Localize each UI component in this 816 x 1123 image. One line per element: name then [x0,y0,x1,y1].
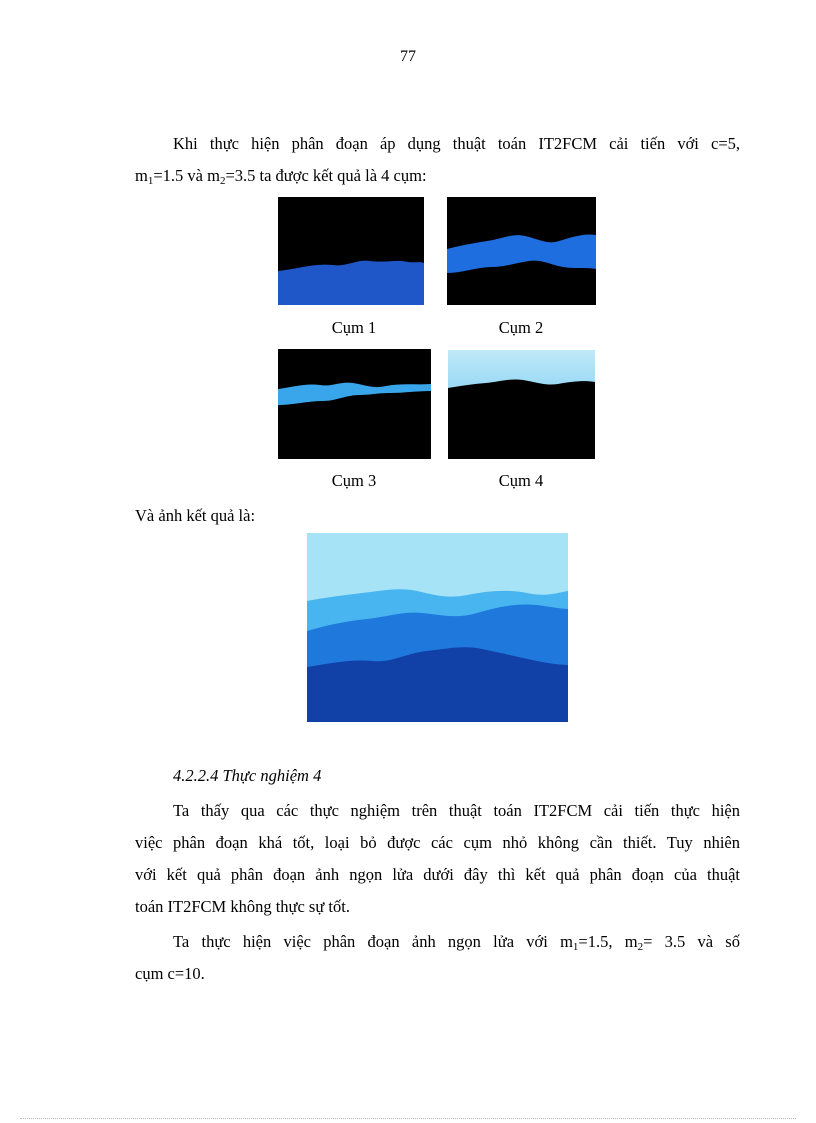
cluster-2-image [447,197,596,305]
intro-line-1: Khi thực hiện phân đoạn áp dụng thuật toán IT2FCM cải tiến với c=5, [173,134,740,153]
intro-paragraph [135,128,740,192]
section-heading: 4.2.2.4 Thực nghiệm 4 [173,766,322,785]
cluster-3-image [278,349,431,459]
result-label: Và ảnh kết quả là: [135,506,256,525]
paragraph-1-line-4: toán IT2FCM không thực sự tốt. [135,897,350,916]
page-number: 77 [400,48,416,65]
paragraph-2-line-2: cụm c=10. [135,964,205,983]
cluster-1-image [278,197,424,305]
paragraph-1-line-1: Ta thấy qua các thực nghiệm trên thuật toán IT2FCM cải tiến thực hiện [173,801,740,820]
paragraph-2-line-1: Ta thực hiện việc phân đoạn ảnh ngọn lửa với $m_1=1.5$, $m_2= 3.5$ và số [173,932,740,953]
cluster-4-caption: Cụm 4 [498,471,544,490]
intro-line-2: $m_1=1.5$ và $m_2=3.5$ ta được kết quả là 4 cụm: [135,166,427,187]
result-image [307,533,568,722]
paragraph-1-line-2: việc phân đoạn khá tốt, loại bỏ được các cụm nhỏ không cần thiết. Tuy nhiên [135,833,740,852]
bottom-rule [20,1118,796,1119]
paragraph-1-line-3: với kết quả phân đoạn ảnh ngọn lửa dưới đây thì kết quả phân đoạn của thuật [135,865,740,884]
cluster-4-image [448,350,595,459]
paragraph-2 [135,926,740,990]
cluster-1-caption: Cụm 1 [331,318,377,337]
paragraph-1 [135,795,740,923]
cluster-3-caption: Cụm 3 [331,471,377,490]
cluster-2-caption: Cụm 2 [498,318,544,337]
